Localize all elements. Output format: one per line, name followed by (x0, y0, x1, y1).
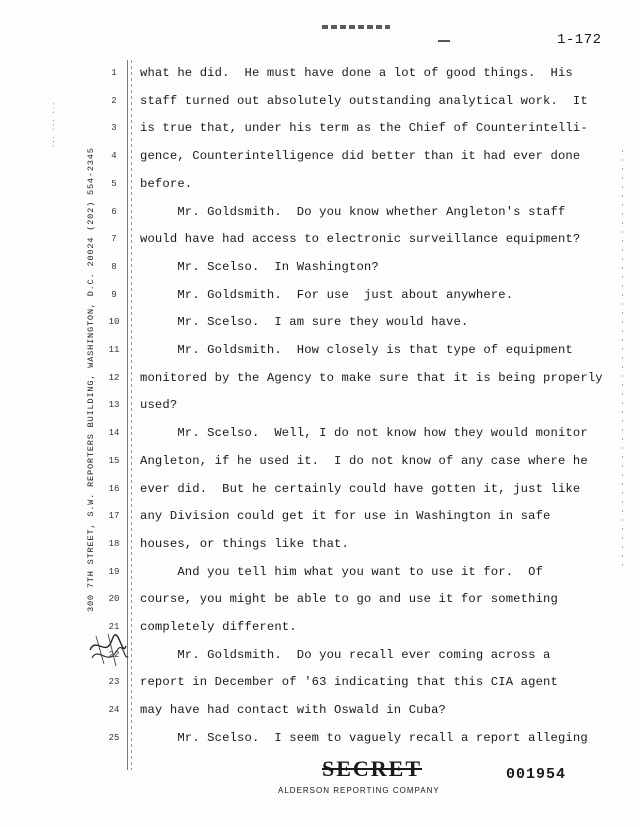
transcript-line: before. (140, 176, 193, 191)
right-margin-marks (622, 150, 623, 570)
transcript-line: Angleton, if he used it. I do not know of any case where he (140, 453, 588, 468)
transcript-line: would have had access to electronic surveillance equipment? (140, 232, 581, 247)
transcript-line: Mr. Goldsmith. For use just about anywhere. (140, 287, 514, 302)
line-number: 2 (111, 95, 117, 106)
line-number: 24 (108, 705, 120, 716)
line-number: 15 (108, 455, 120, 466)
line-number: 4 (111, 151, 117, 162)
transcript-line: And you tell him what you want to use it for. Of (140, 564, 544, 579)
line-number: 3 (111, 123, 117, 134)
transcript-line: course, you might be able to go and use it for something (140, 592, 558, 607)
line-number: 25 (108, 732, 120, 743)
transcript-line: Mr. Goldsmith. How closely is that type of equipment (140, 343, 573, 357)
line-number: 23 (108, 677, 120, 688)
line-number: 5 (111, 178, 117, 189)
transcript-line: houses, or things like that. (140, 536, 349, 551)
line-number: 13 (108, 400, 120, 411)
reporting-company: ALDERSON REPORTING COMPANY (278, 786, 440, 795)
document-id: 001954 (506, 766, 567, 783)
transcript-line: Mr. Scelso. I seem to vaguely recall a report alleging (140, 730, 588, 745)
transcript-line: may have had contact with Oswald in Cuba? (140, 703, 447, 718)
transcript-line: ever did. But he certainly could have gotten it, just like (140, 481, 581, 496)
transcript-line: what he did. He must have done a lot of good things. His (140, 66, 573, 80)
transcript-line: completely different. (140, 620, 297, 634)
line-number: 11 (108, 345, 120, 355)
line-number: 18 (108, 538, 120, 549)
line-number: 1 (111, 68, 117, 78)
transcript-line: Mr. Goldsmith. Do you know whether Angleton's staff (140, 204, 566, 219)
transcript-line: Mr. Scelso. I am sure they would have. (140, 315, 469, 330)
line-number: 21 (108, 622, 120, 632)
line-number: 6 (111, 206, 117, 217)
transcript-line: used? (140, 398, 178, 413)
transcript-line: staff turned out absolutely outstanding analytical work. It (140, 93, 588, 108)
line-number: 9 (111, 289, 117, 300)
transcript-line: any Division could get it for use in Washington in safe (140, 509, 551, 524)
line-number: 8 (111, 261, 117, 272)
page-number: 1-172 (557, 32, 602, 48)
header-dash (438, 40, 450, 42)
header-smudge (322, 25, 390, 29)
transcript-line: monitored by the Agency to make sure that it is being properly (140, 370, 603, 385)
transcript-line: Mr. Scelso. In Washington? (140, 259, 379, 274)
line-number: 19 (108, 566, 120, 577)
side-faint-text: ... ... ... (49, 101, 57, 148)
line-number: 17 (108, 511, 120, 522)
transcript-line: Mr. Goldsmith. Do you recall ever coming across a (140, 647, 551, 662)
transcript-line: Mr. Scelso. Well, I do not know how they would monitor (140, 426, 588, 441)
transcript-line: gence, Counterintelligence did better than it had ever done (140, 149, 581, 164)
line-number: 14 (108, 428, 120, 439)
line-number: 20 (108, 594, 120, 605)
transcript-line: report in December of '63 indicating that this CIA agent (140, 675, 558, 690)
line-number: 7 (111, 234, 117, 245)
line-number: 12 (108, 372, 120, 383)
classification-stamp: SECRET (322, 756, 423, 781)
line-number: 16 (108, 483, 120, 494)
line-number: 22 (108, 649, 120, 660)
margin-rule-dotted (131, 60, 132, 770)
line-number: 10 (108, 317, 120, 328)
transcript-line: is true that, under his term as the Chief of Counterintelli- (140, 121, 588, 136)
side-address: 300 7TH STREET, S.W. REPORTERS BUILDING, WASHINGTON, D.C. 20024 (202) 554-2345 (86, 147, 96, 612)
scribble-stamp (86, 628, 130, 677)
